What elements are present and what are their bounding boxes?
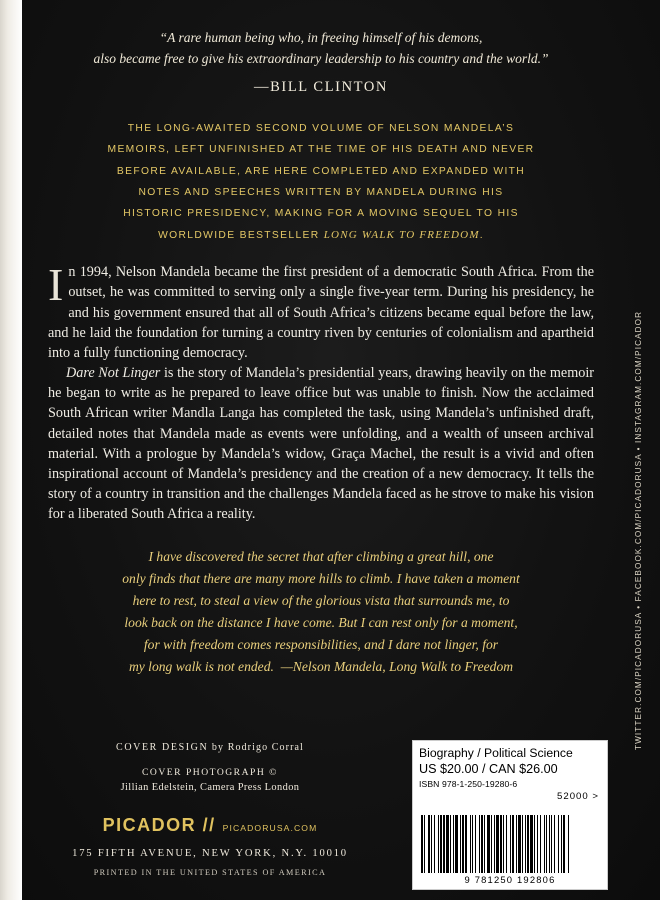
mandela-quote (92, 546, 551, 678)
description-body (48, 259, 594, 524)
mandela-quote-source: —Nelson Mandela, Long Walk to Freedom (280, 659, 514, 675)
marketing-copy-line-2: MEMOIRS, LEFT UNFINISHED AT THE TIME OF HIS DEATH AND NEVER (107, 144, 535, 156)
book-title-mention: Dare Not Linger (66, 365, 161, 382)
marketing-copy-line-3: BEFORE AVAILABLE, ARE HERE COMPLETED AND EXPANDED WITH (116, 165, 526, 177)
social-media-strip: TWITTER.COM/PICADORUSA • FACEBOOK.COM/PICADORUSA • INSTAGRAM.COM/PICADOR (634, 310, 643, 750)
description-paragraph-2 (48, 363, 594, 524)
marketing-copy-line-6-post: . (479, 229, 484, 241)
mandela-quote-line-4: look back on the distance I have come. But I can rest only for a moment, (124, 615, 518, 631)
mandela-quote-line-6 (92, 656, 551, 678)
marketing-copy-line-6 (75, 224, 566, 247)
description-paragraph-2-text: is the story of Mandela’s presidential years, drawing heavily on the memoir he began to write as he prepared to leave office but was unable to finish. Now the acclaimed South African writer Mandla Langa has completed the task, using Mandela’s unfinished draft, detailed notes that Mandela made as events were unfolding, and a wealth of unseen archival material. With a prologue by Mandela’s widow, Graça Machel, the result is a vivid and often inspirational account of Mandela’s presidency and the creation of a new democracy. It tells the story of a country in transition and the challenges Mandela faced as he strove to make his vision for a liberated South Africa a reality. (48, 365, 594, 523)
pull-quote (48, 28, 594, 98)
pull-quote-attribution: —BILL CLINTON (254, 78, 388, 95)
photographer-credit: Jillian Edelstein, Camera Press London (120, 782, 300, 793)
publisher-address: 175 FIFTH AVENUE, NEW YORK, N.Y. 10010 (72, 848, 348, 859)
mandela-quote-last-line: my long walk is not ended. (128, 659, 274, 675)
picador-logo: PICADOR // (102, 815, 216, 835)
printed-in-notice: PRINTED IN THE UNITED STATES OF AMERICA (93, 868, 327, 877)
ean-number: 9 781250 192806 (464, 874, 556, 885)
price-code: 52000 > (557, 791, 599, 802)
referenced-title: LONG WALK TO FREEDOM (323, 228, 480, 241)
page-edge-decoration (0, 0, 22, 900)
publisher-logo-row (60, 815, 360, 836)
cover-photograph-label: COVER PHOTOGRAPH © (142, 767, 278, 778)
price-code-row (419, 791, 601, 815)
cover-credits (60, 742, 360, 877)
barcode-bars (421, 815, 599, 873)
drop-cap: I (48, 259, 64, 311)
cover-design-name: by Rodrigo Corral (208, 742, 304, 753)
cover-design-credit (60, 742, 360, 753)
description-paragraph-1-text: n 1994, Nelson Mandela became the first president of a democratic South Africa. From the outset, he was committed to serving only a single five-year term. During his presidency, he and his government ensured that all of South Africa’s citizens became equal before the law, and he laid the foundation for turning a country riven by centuries of colonialism and apartheid into a fully functioning democracy. (48, 264, 594, 361)
book-category: Biography / Political Science (419, 746, 573, 760)
description-paragraph-1 (48, 259, 594, 363)
marketing-copy-line-5: HISTORIC PRESIDENCY, MAKING FOR A MOVING SEQUEL TO HIS (123, 207, 519, 219)
mandela-quote-line-5: for with freedom comes responsibilities, and I dare not linger, for (143, 637, 499, 653)
mandela-quote-line-2: only finds that there are many more hills to climb. I have taken a moment (122, 571, 520, 587)
book-price: US $20.00 / CAN $26.00 (419, 762, 558, 776)
pull-quote-line-1: “A rare human being who, in freeing himself of his demons, (159, 30, 483, 45)
publisher-url[interactable]: PICADORUSA.COM (222, 823, 318, 833)
marketing-copy-line-6-pre: WORLDWIDE BESTSELLER (158, 229, 324, 241)
barcode-block (412, 740, 608, 890)
marketing-copy (75, 118, 566, 246)
mandela-quote-line-1: I have discovered the secret that after climbing a great hill, one (148, 549, 494, 565)
isbn-text: ISBN 978-1-250-19280-6 (419, 779, 518, 789)
marketing-copy-line-1: THE LONG-AWAITED SECOND VOLUME OF NELSON MANDELA’S (127, 123, 515, 135)
marketing-copy-line-4: NOTES AND SPEECHES WRITTEN BY MANDELA DURING HIS (138, 186, 504, 198)
mandela-quote-line-3: here to rest, to steal a view of the glorious vista that surrounds me, to (132, 593, 510, 609)
cover-design-label: COVER DESIGN (116, 742, 209, 753)
pull-quote-line-2: also became free to give his extraordinary leadership to his country and the world.” (93, 50, 549, 66)
